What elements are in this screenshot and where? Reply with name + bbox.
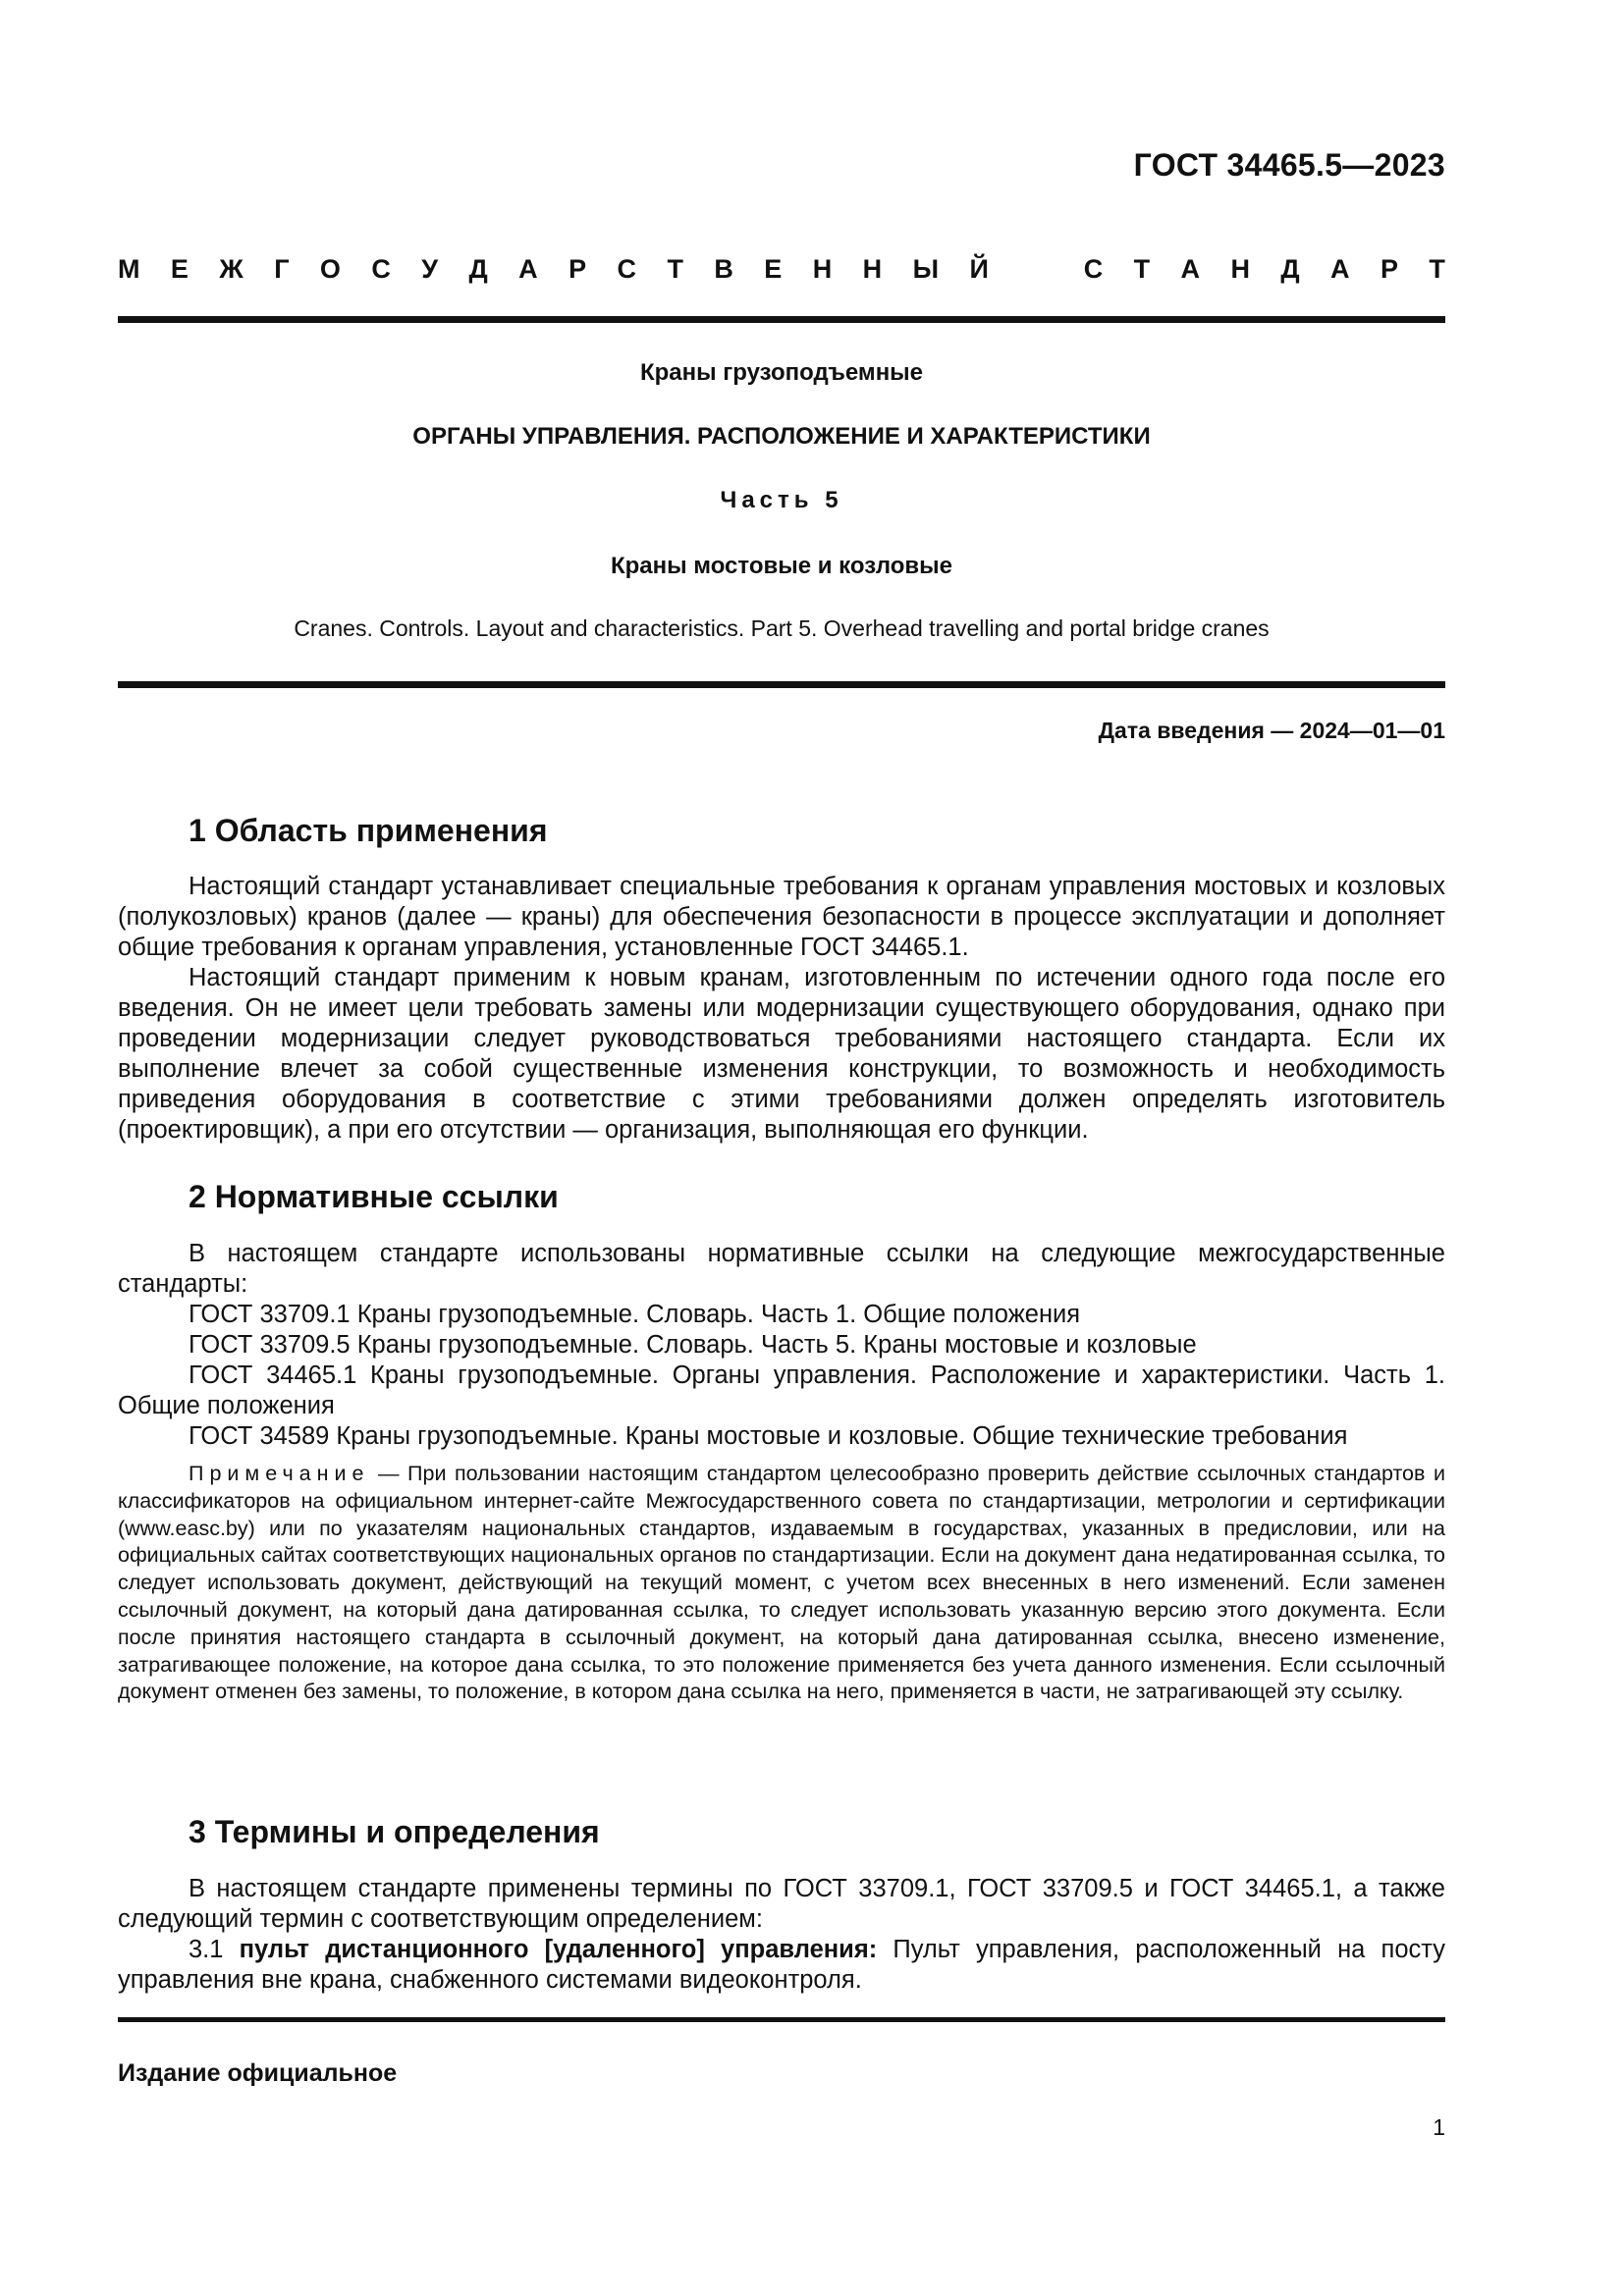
header-rule xyxy=(118,316,1445,323)
title-main: ОРГАНЫ УПРАВЛЕНИЯ. РАСПОЛОЖЕНИЕ И ХАРАКТЕРИСТИКИ xyxy=(412,423,1151,450)
standard-type-letter: С xyxy=(617,254,637,284)
section-2-heading: 2 Нормативные ссылки xyxy=(189,1179,559,1214)
standard-type-letter: А xyxy=(1330,254,1350,284)
reference-item: ГОСТ 33709.5 Краны грузоподъемные. Словарь. Часть 5. Краны мостовые и козловые xyxy=(189,1331,1197,1359)
standard-type-letter: Д xyxy=(1280,254,1300,284)
page-number: 1 xyxy=(1433,2114,1445,2140)
reference-item: ГОСТ 33709.1 Краны грузоподъемные. Словарь. Часть 1. Общие положения xyxy=(189,1301,1081,1328)
section-3-heading: 3 Термины и определения xyxy=(189,1814,600,1849)
term-name: пульт дистанционного [удаленного] управления: xyxy=(239,1936,878,1963)
note-label: Примечание xyxy=(189,1462,370,1485)
standard-type-letter: А xyxy=(1180,254,1201,284)
standard-type-letter: Е xyxy=(170,254,189,284)
standard-type-letter: Т xyxy=(667,254,683,284)
title-english: Cranes. Controls. Layout and characteristics. Part 5. Overhead travelling and portal bridge cranes xyxy=(294,615,1270,641)
section-1-heading: 1 Область применения xyxy=(189,813,548,848)
term-definition xyxy=(118,1935,1445,1996)
standard-type-heading xyxy=(118,251,1445,287)
title-rule xyxy=(118,681,1445,688)
title-group: Краны грузоподъемные xyxy=(639,359,924,386)
section-1-body xyxy=(118,872,1445,1146)
standard-type-letter: Д xyxy=(468,254,488,284)
reference-item: ГОСТ 34589 Краны грузоподъемные. Краны мостовые и козловые. Общие технические требования xyxy=(189,1422,1348,1450)
reference-list xyxy=(118,1300,1445,1452)
standard-type-letter: С xyxy=(371,254,391,284)
standard-type-letter: Н xyxy=(1230,254,1250,284)
note-text: — При пользовании настоящим стандартом целесообразно проверить действие ссылочных стандартов и классификаторов на официальном интернет-сайте Межгосударственного совета по стандартизации, метрологии и сертификации (www.easc.by) или по указателям национальных стандартов, издаваемым в государствах, указанных в предисловии, или на официальных сайтах соответствующих национальных органов по стандартизации. Если на документ дана недатированная ссылка, то следует использовать документ, действующий на текущий момент, с учетом всех внесенных в него изменений. Если заменен ссылочный документ, на который дана датированная ссылка, то следует использовать указанную версию этого документа. Если после принятия настоящего стандарта в ссылочный документ, на который дана датированная ссылка, внесено изменение, затрагивающее положение, на которое дана ссылка, то это положение применяется без учета данного изменения. Если ссылочный документ отменен без замены, то положение, в котором дана ссылка на него, применяется в части, не затрагивающей эту ссылку. xyxy=(118,1462,1445,1704)
note-block xyxy=(118,1461,1445,1706)
introduction-date: Дата введения — 2024—01—01 xyxy=(1098,718,1445,743)
section-3-body xyxy=(118,1874,1445,1996)
standard-type-letter: У xyxy=(421,254,439,284)
standard-type-letter: Т xyxy=(1133,254,1151,284)
standard-type-letter: С xyxy=(1083,254,1104,284)
title-subtitle: Краны мостовые и козловые xyxy=(610,553,953,579)
section-1-paragraph: Настоящий стандарт применим к новым кранам, изготовленным по истечении одного года после его введения. Он не имеет цели требовать замены или модернизации существующего оборудования, однако при проведении модернизации следует руководствоваться требованиями настоящего стандарта. Если их выполнение влечет за собой существенные изменения конструкции, то возможность и необходимость приведения оборудования в соответствие с этими требованиями должен определять изготовитель (проектировщик), а при его отсутствии — организация, выполняющая его функции. xyxy=(118,964,1445,1144)
standard-type-letter: Ы xyxy=(912,254,940,284)
standard-type-letter: Н xyxy=(812,254,833,284)
reference-item: ГОСТ 34465.1 Краны грузоподъемные. Органы управления. Расположение и характеристики. Часть 1. Общие положения xyxy=(118,1362,1445,1419)
standard-type-letter: Ж xyxy=(219,254,244,284)
word-gap xyxy=(1019,251,1053,287)
standard-type-letter: О xyxy=(319,254,341,284)
standard-type-letter: А xyxy=(518,254,538,284)
standard-type-letter: М xyxy=(118,254,140,284)
section-3-intro: В настоящем стандарте применены термины по ГОСТ 33709.1, ГОСТ 33709.5 и ГОСТ 34465.1, а также следующий термин с соответствующим определением: xyxy=(118,1875,1445,1933)
footer-rule xyxy=(118,2017,1445,2022)
standard-type-letter: Й xyxy=(969,254,989,284)
standard-type-letter: В xyxy=(714,254,733,284)
standard-type-letter: Т xyxy=(1429,254,1445,284)
section-2-body xyxy=(118,1239,1445,1452)
standard-type-letter: Р xyxy=(1380,254,1398,284)
section-1-paragraph: Настоящий стандарт устанавливает специальные требования к органам управления мостовых и козловых (полукозловых) кранов (далее — краны) для обеспечения безопасности в процессе эксплуатации и дополняет общие требования к органам управления, установленные ГОСТ 34465.1. xyxy=(118,873,1445,961)
standard-type-letter: Р xyxy=(568,254,587,284)
title-part: Часть 5 xyxy=(720,487,843,513)
term-text: Пульт управления, расположенный на посту управления вне крана, снабженного системами видеоконтроля. xyxy=(118,1936,1445,1994)
standard-type-letter: Н xyxy=(862,254,883,284)
term-number: 3.1 xyxy=(189,1936,240,1963)
gost-number: ГОСТ 34465.5—2023 xyxy=(1133,147,1445,183)
section-2-intro: В настоящем стандарте использованы нормативные ссылки на следующие межгосударственные стандарты: xyxy=(118,1240,1445,1298)
standard-type-letter: Е xyxy=(764,254,783,284)
standard-type-letter: Г xyxy=(274,254,290,284)
edition-label: Издание официальное xyxy=(118,2059,398,2087)
